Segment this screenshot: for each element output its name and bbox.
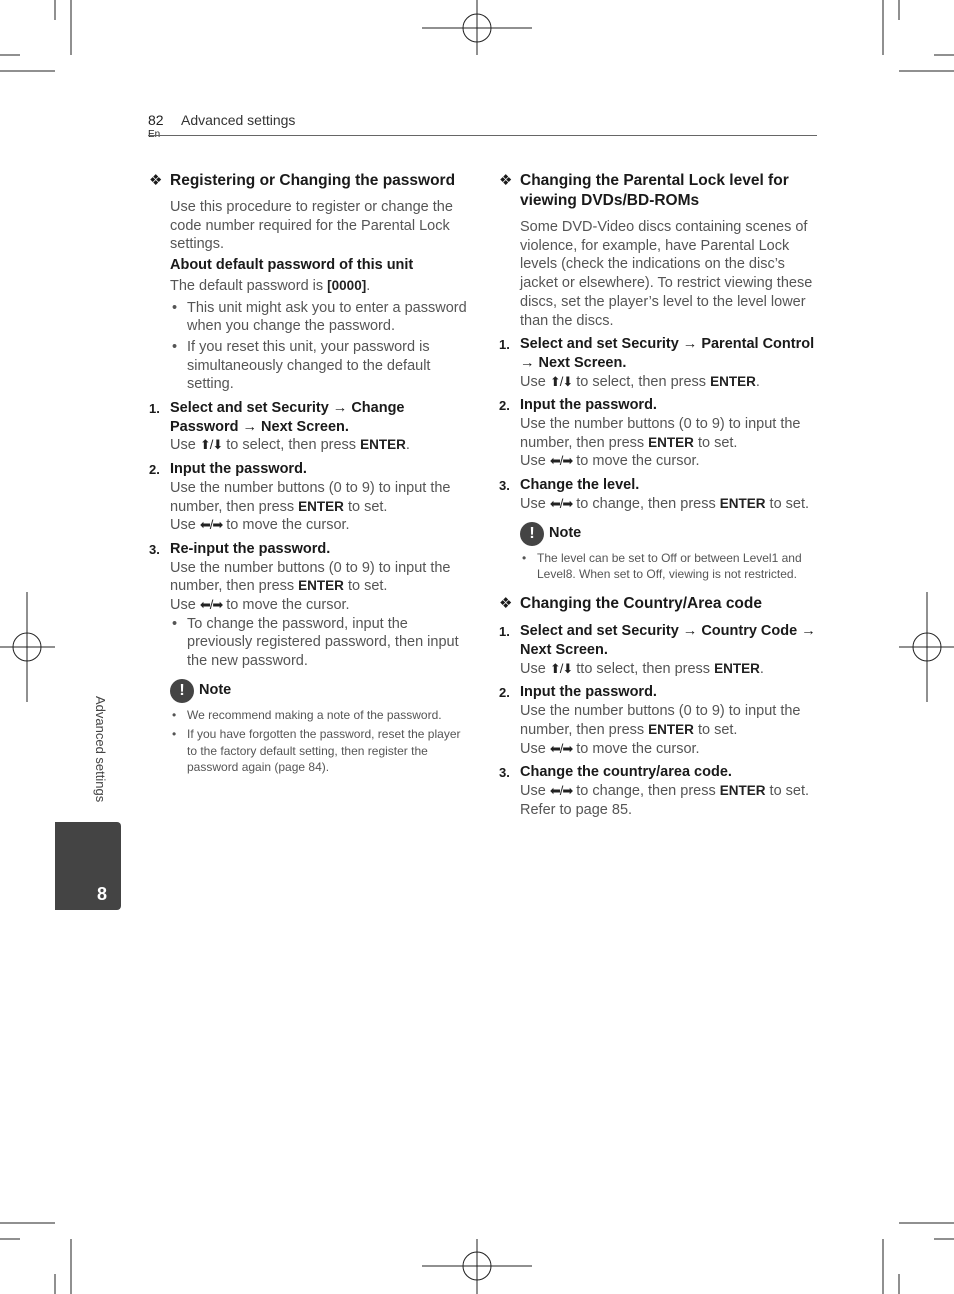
left-right-arrows-icon: ⬅/➡ <box>199 517 223 533</box>
step-1: 1. Select and set Security → Change Password → Next Screen. Use ⬆/⬇ to select, then press ENTER. <box>149 400 410 454</box>
note-label: Note <box>199 681 232 698</box>
section-title: ❖ Changing the Country/Area code <box>499 595 762 613</box>
step-2: 2. Input the password. Use the number buttons (0 to 9) to input the number, then press ENTER to set. Use ⬅/➡ to move the cursor. <box>149 461 451 534</box>
step-3: 3. Re-input the password. Use the number buttons (0 to 9) to input the number, then press ENTER to set. Use ⬅/➡ to move the cursor. • To change the password, input the previously registered password, then input the new password. <box>149 540 471 671</box>
step-1: 1. Select and set Security → Country Code → Next Screen. Use ⬆/⬇ tto select, then press ENTER. <box>499 623 816 677</box>
diamond-icon: ❖ <box>149 172 163 189</box>
section-intro: Use this procedure to register or change the code number required for the Parental Lock settings. <box>170 199 453 253</box>
chapter-number: 8 <box>97 884 108 904</box>
arrow-right-icon: → <box>682 623 698 640</box>
section-title: ❖ Registering or Changing the password <box>149 172 456 189</box>
note-block <box>499 522 821 583</box>
left-right-arrows-icon: ⬅/➡ <box>199 597 223 613</box>
default-password-value: [0000] <box>327 277 367 293</box>
up-down-arrows-icon: ⬆/⬇ <box>549 373 573 389</box>
step-1: 1. Select and set Security → Parental Control → Next Screen. Use ⬆/⬇ to select, then press ENTER. <box>499 336 815 390</box>
step-3: 3. Change the level. Use ⬅/➡ to change, then press ENTER to set. <box>499 477 810 512</box>
left-right-arrows-icon: ⬅/➡ <box>549 453 573 469</box>
diamond-icon: ❖ <box>499 172 513 189</box>
right-column <box>499 171 821 819</box>
left-right-arrows-icon: ⬅/➡ <box>549 740 573 756</box>
note-block <box>149 679 471 776</box>
note-item: • We recommend making a note of the password. <box>172 707 442 722</box>
step-2: 2. Input the password. Use the number buttons (0 to 9) to input the number, then press ENTER to set. Use ⬅/➡ to move the cursor. <box>499 397 801 470</box>
running-header: Advanced settings <box>181 112 296 128</box>
arrow-right-icon: → <box>682 336 698 353</box>
subheading: About default password of this unit <box>170 257 414 274</box>
arrow-right-icon: → <box>242 418 258 435</box>
note-item: • If you have forgotten the password, reset the player to the factory default setting, then register the password again (page 84). <box>172 727 461 775</box>
diamond-icon: ❖ <box>499 595 513 613</box>
bullet-list <box>170 615 471 671</box>
exclamation-icon: ! <box>170 679 194 703</box>
arrow-right-icon: → <box>332 400 348 417</box>
header-rule <box>148 135 817 136</box>
up-down-arrows-icon: ⬆/⬇ <box>549 660 573 676</box>
list-item: • This unit might ask you to enter a password when you change the password. <box>172 299 467 335</box>
section-intro: Some DVD-Video discs containing scenes of violence, for example, have Parental Lock levels (check the indications on the disc’s jacket or elsewhere). To restrict viewing these discs, set the player’s level to the level lower than the discs. <box>520 219 813 329</box>
arrow-right-icon: → <box>520 354 535 371</box>
default-password-line: The default password is [0000]. <box>170 277 371 294</box>
step-3: 3. Change the country/area code. Use ⬅/➡ to change, then press ENTER to set. Refer to page 85. <box>499 764 810 818</box>
chapter-tab <box>55 822 121 910</box>
list-item: • To change the password, input the previously registered password, then input the new password. <box>172 615 459 670</box>
note-item: • The level can be set to Off or between Level1 and Level8. When set to Off, viewing is not restricted. <box>522 550 802 581</box>
exclamation-icon: ! <box>520 522 544 546</box>
step-2: 2. Input the password. Use the number buttons (0 to 9) to input the number, then press ENTER to set. Use ⬅/➡ to move the cursor. <box>499 684 801 757</box>
section-title: ❖ Changing the Parental Lock level for viewing DVDs/BD-ROMs <box>499 172 789 209</box>
page-number: 82 <box>148 112 164 128</box>
up-down-arrows-icon: ⬆/⬇ <box>199 437 223 453</box>
left-right-arrows-icon: ⬅/➡ <box>549 782 573 798</box>
side-label: Advanced settings <box>93 696 108 803</box>
bullet-list <box>170 299 471 395</box>
left-right-arrows-icon: ⬅/➡ <box>549 495 573 511</box>
note-label: Note <box>549 524 582 541</box>
left-column <box>149 171 471 776</box>
list-item: • If you reset this unit, your password is simultaneously changed to the default setting. <box>172 338 431 393</box>
arrow-right-icon: → <box>801 623 816 640</box>
